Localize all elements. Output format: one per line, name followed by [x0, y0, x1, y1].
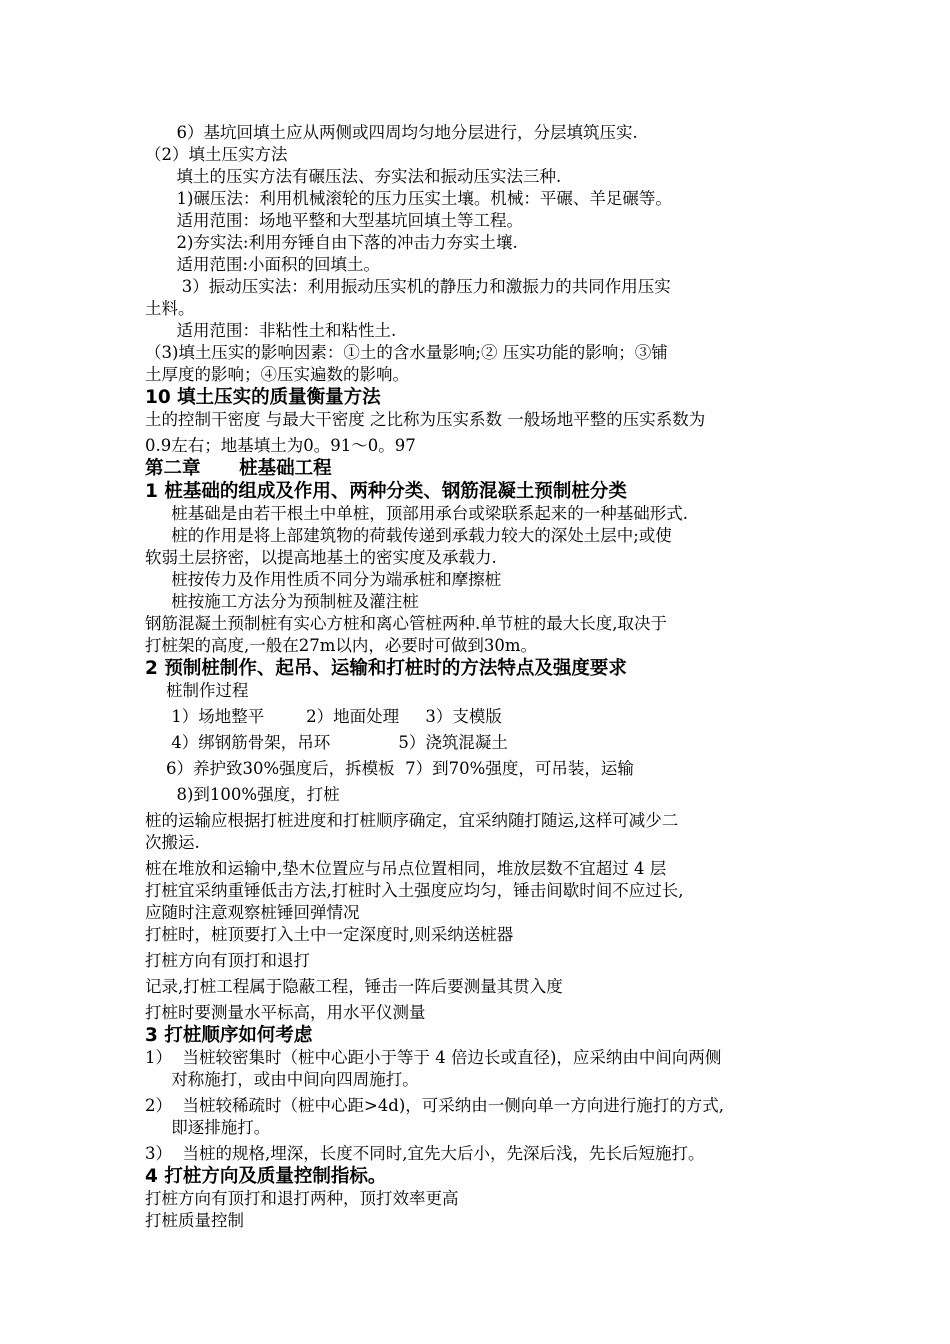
text-line: 打桩方向有顶打和退打 — [145, 951, 310, 970]
text-line: 桩按施工方法分为预制桩及灌注桩 — [145, 592, 419, 611]
section-heading: 2 预制桩制作、起吊、运输和打桩时的方法特点及强度要求 — [145, 658, 627, 679]
text-line: 打桩架的高度,一般在27m以内，必要时可做到30m。 — [145, 636, 538, 655]
text-line: 桩的作用是将上部建筑物的荷载传递到承载力较大的深处土层中;或使 — [145, 526, 672, 545]
text-line: 6）基坑回填土应从两侧或四周均匀地分层进行，分层填筑压实. — [145, 123, 638, 142]
text-line: 适用范围:小面积的回填土。 — [145, 255, 381, 274]
text-line: 1）场地整平 2）地面处理 3）支模版 — [145, 707, 502, 726]
text-line: 3）振动压实法：利用振动压实机的静压力和激振力的共同作用压实 — [145, 277, 671, 296]
text-line: 0.9左右；地基填土为0。91～0。97 — [145, 436, 416, 455]
text-line: 钢筋混凝土预制桩有实心方桩和离心管桩两种.单节桩的最大长度,取决于 — [145, 614, 667, 633]
text-line: 土厚度的影响；④压实遍数的影响。 — [145, 365, 409, 384]
document-page — [145, 122, 825, 1232]
text-line: 软弱土层挤密，以提高地基土的密实度及承载力. — [145, 548, 497, 567]
text-line: 填土的压实方法有碾压法、夯实法和振动压实法三种. — [145, 167, 562, 186]
text-line: 记录,打桩工程属于隐蔽工程，锤击一阵后要测量其贯入度 — [145, 977, 563, 996]
text-line: 桩在堆放和运输中,垫木位置应与吊点位置相同，堆放层数不宜超过 4 层 — [145, 859, 667, 878]
section-heading: 10 填土压实的质量衡量方法 — [145, 387, 381, 408]
section-heading: 3 打桩顺序如何考虑 — [145, 1025, 313, 1046]
text-line: 打桩时，桩顶要打入土中一定深度时,则采纳送桩器 — [145, 925, 514, 944]
text-line: （3)填土压实的影响因素：①土的含水量影响;② 压实功能的影响；③铺 — [145, 343, 668, 362]
text-line: 桩按传力及作用性质不同分为端承桩和摩擦桩 — [145, 570, 502, 589]
text-line: 桩制作过程 — [145, 681, 249, 700]
text-line: 土的控制干密度 与最大干密度 之比称为压实系数 一般场地平整的压实系数为 — [145, 410, 706, 429]
section-heading: 4 打桩方向及质量控制指标。 — [145, 1166, 387, 1187]
section-heading: 第二章 桩基础工程 — [145, 458, 332, 479]
text-line: 对称施打，或由中间向四周施打。 — [145, 1070, 419, 1089]
text-line: 6）养护致30%强度后，拆模板 7）到70%强度，可吊装，运输 — [145, 759, 634, 778]
section-heading: 1 桩基础的组成及作用、两种分类、钢筋混凝土预制桩分类 — [145, 481, 627, 502]
text-line: 打桩时要测量水平标高，用水平仪测量 — [145, 1003, 426, 1022]
text-line: 桩的运输应根据打桩进度和打桩顺序确定，宜采纳随打随运,这样可减少二 — [145, 811, 679, 830]
text-line: 1)碾压法：利用机械滚轮的压力压实土壤。机械：平碾、羊足碾等。 — [145, 189, 672, 208]
text-line: 打桩宜采纳重锤低击方法,打桩时入土强度应均匀，锤击间歇时间不应过长, — [145, 881, 684, 900]
text-line: 2)夯实法:利用夯锤自由下落的冲击力夯实土壤. — [145, 233, 518, 252]
text-line: （2）填土压实方法 — [145, 145, 288, 164]
text-line: 打桩方向有顶打和退打两种，顶打效率更高 — [145, 1189, 459, 1208]
text-line: 2） 当桩较稀疏时（桩中心距>4d)，可采纳由一侧向单一方向进行施打的方式, — [145, 1096, 725, 1115]
text-line: 1） 当桩较密集时（桩中心距小于等于 4 倍边长或直径)，应采纳由中间向两侧 — [145, 1048, 722, 1067]
text-line: 适用范围：非粘性土和粘性土. — [145, 321, 397, 340]
text-line: 即逐排施打。 — [145, 1118, 271, 1137]
text-line: 打桩质量控制 — [145, 1211, 244, 1230]
text-line: 应随时注意观察桩锤回弹情况 — [145, 903, 360, 922]
text-line: 土料。 — [145, 299, 195, 318]
text-line: 8)到100%强度，打桩 — [145, 785, 340, 804]
text-line: 3） 当桩的规格,埋深，长度不同时,宜先大后小，先深后浅，先长后短施打。 — [145, 1144, 705, 1163]
text-line: 4）绑钢筋骨架，吊环 5）浇筑混凝土 — [145, 733, 508, 752]
text-line: 桩基础是由若干根土中单桩，顶部用承台或梁联系起来的一种基础形式. — [145, 504, 688, 523]
text-line: 适用范围：场地平整和大型基坑回填土等工程。 — [145, 211, 523, 230]
text-line: 次搬运. — [145, 833, 200, 852]
